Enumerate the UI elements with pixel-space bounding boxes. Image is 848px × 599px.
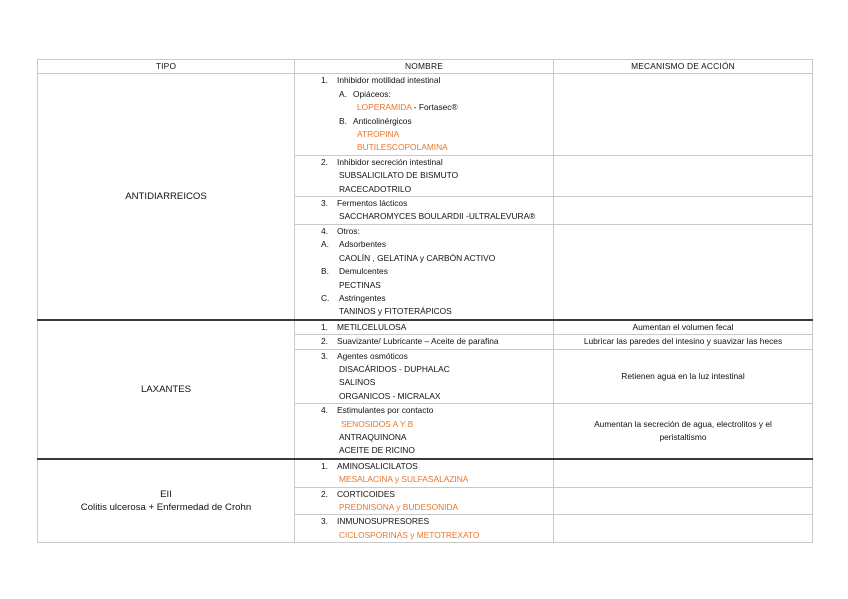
- nombre-cell: 3. Fermentos lácticos SACCHAROMYCES BOULARDII -ULTRALEVURA®: [295, 197, 554, 225]
- drug-classification-table: [37, 59, 813, 543]
- mecanismo-cell: [554, 515, 813, 543]
- nombre-cell: 3. Agentes osmóticos DISACÁRIDOS - DUPHALAC SALINOS ORGANICOS - MICRALAX: [295, 349, 554, 404]
- tipo-antidiarreicos: ANTIDIARREICOS: [38, 74, 295, 320]
- header-nombre: NOMBRE: [295, 60, 554, 74]
- table-row: [38, 320, 813, 335]
- mecanismo-cell: [554, 155, 813, 196]
- mecanismo-cell: [554, 487, 813, 515]
- mecanismo-cell: [554, 459, 813, 487]
- mecanismo-cell: Aumentan la secreción de agua, electrolitos y el peristaltismo: [554, 404, 813, 459]
- nombre-cell: 4. Estimulantes por contacto SENOSIDOS A Y B ANTRAQUINONA ACEITE DE RICINO: [295, 404, 554, 459]
- drug-name-highlight: SENOSIDOS A Y B: [341, 418, 414, 429]
- table-row: [38, 459, 813, 487]
- nombre-cell: 3. INMUNOSUPRESORES CICLOSPORINAS y METOTREXATO: [295, 515, 554, 543]
- nombre-cell: 2. Inhibidor secreción intestinal SUBSALICILATO DE BISMUTO RACECADOTRILO: [295, 155, 554, 196]
- nombre-cell: 1. AMINOSALICILATOS MESALACINA y SULFASALAZINA: [295, 459, 554, 487]
- mecanismo-cell: Aumentan el volumen fecal: [554, 320, 813, 335]
- header-tipo: TIPO: [38, 60, 295, 74]
- drug-name-highlight: PREDNISONA y BUDESONIDA: [339, 502, 459, 512]
- nombre-cell: 2. CORTICOIDES PREDNISONA y BUDESONIDA: [295, 487, 554, 515]
- mecanismo-cell: Retienen agua en la luz intestinal: [554, 349, 813, 404]
- nombre-cell: 4. Otros: A. Adsorbentes CAOLÍN , GELATINA y CARBÓN ACTIVO B. Demulcentes PECTINAS C. Astringentes TANINOS y FITOTERÁPICOS: [295, 224, 554, 319]
- tipo-eii: EII Colitis ulcerosa + Enfermedad de Crohn: [38, 459, 295, 543]
- drug-name-highlight: ATROPINA: [357, 129, 400, 140]
- nombre-cell: 2. Suavizante/ Lubricante – Aceite de parafina: [295, 335, 554, 349]
- nombre-cell: 1. METILCELULOSA: [295, 320, 554, 335]
- header-mecanismo: MECANISMO DE ACCIÓN: [554, 60, 813, 74]
- mecanismo-cell: [554, 74, 813, 155]
- mecanismo-cell: [554, 197, 813, 225]
- drug-name-highlight: BUTILESCOPOLAMINA: [357, 142, 448, 153]
- table-row: [38, 74, 813, 155]
- tipo-laxantes: LAXANTES: [38, 320, 295, 459]
- drug-name-highlight: CICLOSPORINAS y METOTREXATO: [339, 529, 480, 540]
- nombre-cell: 1. Inhibidor motilidad intestinal A. Opiáceos: LOPERAMIDA - Fortasec® B. Anticolinérgicos ATROPINA BUTILESCOPOLAMINA: [295, 74, 554, 155]
- mecanismo-cell: Lubricar las paredes del intesino y suavizar las heces: [554, 335, 813, 349]
- drug-name-highlight: MESALACINA y SULFASALAZINA: [339, 474, 469, 485]
- header-row: [38, 60, 813, 74]
- drug-name-highlight: LOPERAMIDA: [357, 102, 412, 113]
- mecanismo-cell: [554, 224, 813, 319]
